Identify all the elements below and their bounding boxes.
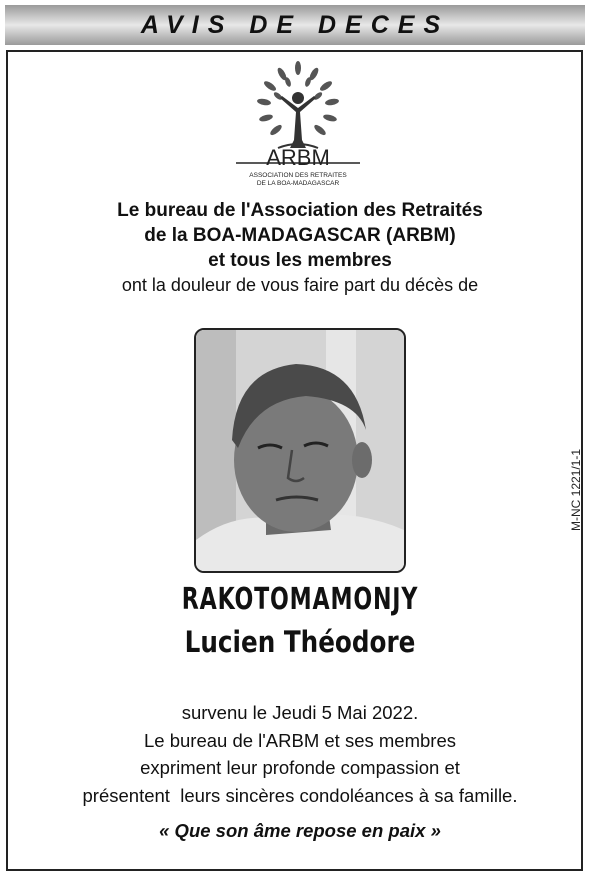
intro-line-4: ont la douleur de vous faire part du décès de [121, 275, 479, 295]
deceased-given-names: Lucien Théodore [184, 625, 416, 659]
condolence-line-2: Le bureau de l'ARBM et ses membres [143, 729, 456, 751]
reference-code-text: M-NC 1221/1-1 [569, 448, 583, 532]
logo-subtitle-line2: DE LA BOA-MADAGASCAR [256, 180, 340, 187]
intro-line-2: de la BOA-MADAGASCAR (ARBM) [144, 225, 456, 246]
logo-subtitle-line1: ASSOCIATION DES RETRAITES [249, 172, 347, 179]
condolence-text [0, 699, 600, 809]
reference-code [566, 440, 586, 540]
arbm-logo [218, 60, 378, 190]
deceased-surname: RAKOTOMAMONJY [181, 582, 419, 617]
intro-line-1: Le bureau de l'Association des Retraités [117, 200, 483, 221]
condolence-line-3: expriment leur profonde compassion et [140, 757, 460, 778]
condolence-line-1: survenu le Jeudi 5 Mai 2022. [181, 702, 419, 723]
portrait-photo [196, 330, 404, 571]
intro-line-3: et tous les membres [208, 250, 392, 271]
notice-header [5, 5, 585, 45]
notice-title: AVIS DE DECES [140, 10, 450, 39]
deceased-portrait [194, 328, 406, 573]
condolence-line-4: présentent leurs sincères condoléances à sa famille. [82, 784, 518, 806]
closing-quote: « Que son âme repose en paix » [159, 820, 441, 841]
intro-text [0, 198, 600, 297]
arbm-logo-graphic [218, 60, 378, 190]
logo-acronym: ARBM [266, 145, 330, 170]
